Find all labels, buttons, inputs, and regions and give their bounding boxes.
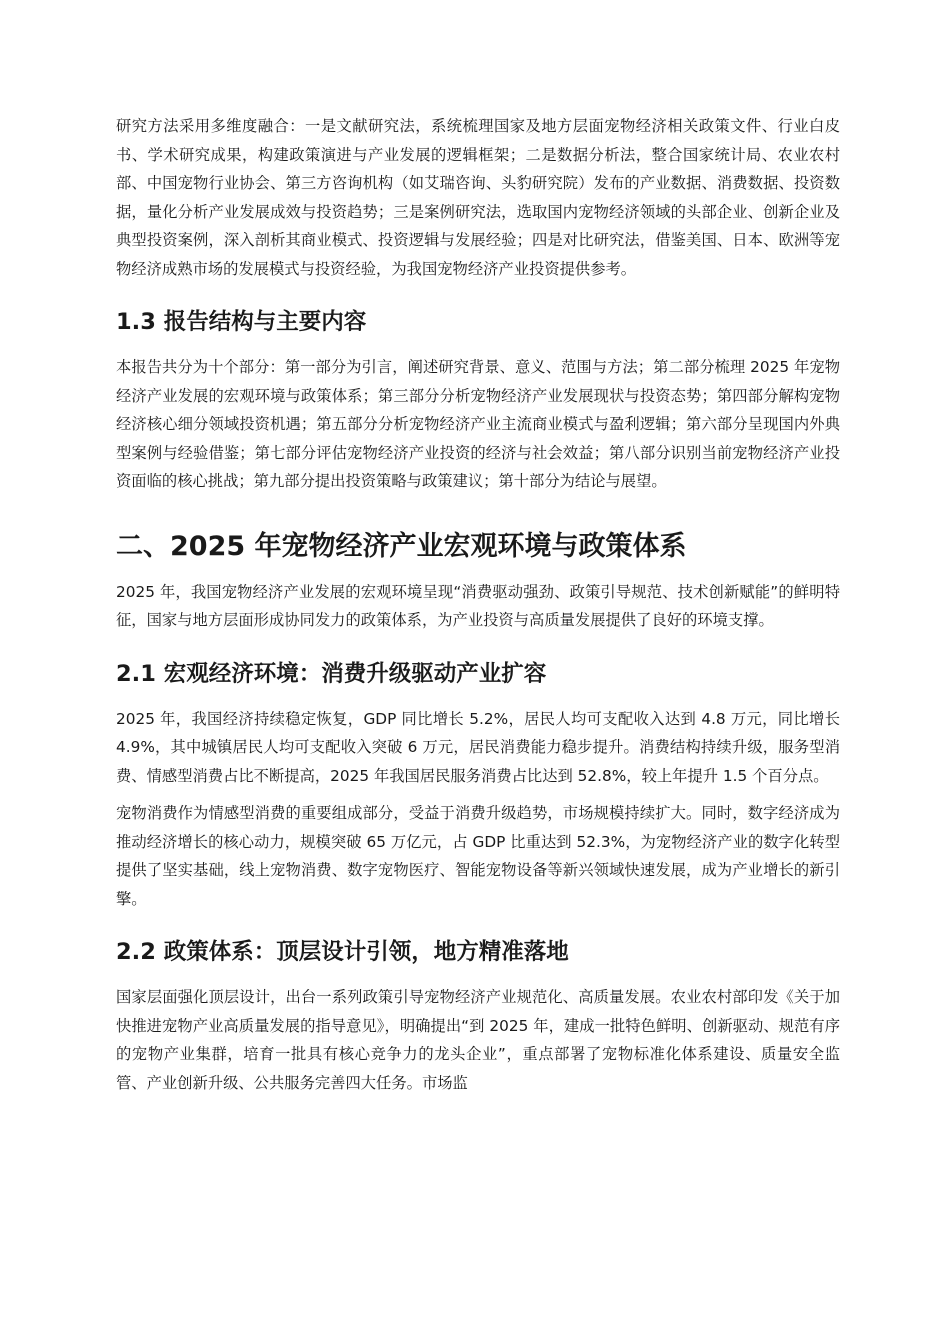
chapter-2-heading: 二、2025 年宠物经济产业宏观环境与政策体系 xyxy=(116,530,687,562)
report-structure-paragraph: 本报告共分为十个部分：第一部分为引言，阐述研究背景、意义、范围与方法；第二部分梳理 2025 年宠物经济产业发展的宏观环境与政策体系；第三部分分析宠物经济产业发展现状与投资态势；第四部分解构宠物经济核心细分领域投资机遇；第五部分分析宠物经济产业主流商业模式与盈利逻辑；第六部分呈现国内外典型案例与经验借鉴；第七部分评估宠物经济产业投资的经济与社会效益；第八部分识别当前宠物经济产业投资面临的核心挑战；第九部分提出投资策略与政策建议；第十部分为结论与展望。 xyxy=(116,358,840,490)
section-2-1-heading: 2.1 宏观经济环境：消费升级驱动产业扩容 xyxy=(116,660,547,687)
document-body xyxy=(116,112,840,1106)
section-2-2-heading: 2.2 政策体系：顶层设计引领，地方精准落地 xyxy=(116,939,569,965)
macro-economy-paragraph-2: 宠物消费作为情感型消费的重要组成部分，受益于消费升级趋势，市场规模持续扩大。同时，数字经济成为推动经济增长的核心动力，规模突破 65 万亿元，占 GDP 比重达到 52.3%，为宠物经济产业的数字化转型提供了坚实基础，线上宠物消费、数字宠物医疗、智能宠物设备等新兴领域快速发展，成为产业增长的新引擎。 xyxy=(116,804,840,908)
research-methods-paragraph: 研究方法采用多维度融合：一是文献研究法，系统梳理国家及地方层面宠物经济相关政策文件、行业白皮书、学术研究成果，构建政策演进与产业发展的逻辑框架；二是数据分析法，整合国家统计局、农业农村部、中国宠物行业协会、第三方咨询机构（如艾瑞咨询、头豹研究院）发布的产业数据、消费数据、投资数据，量化分析产业发展成效与投资趋势；三是案例研究法，选取国内宠物经济领域的头部企业、创新企业及典型投资案例，深入剖析其商业模式、投资逻辑与发展经验；四是对比研究法，借鉴美国、日本、欧洲等宠物经济成熟市场的发展模式与投资经验，为我国宠物经济产业投资提供参考。 xyxy=(116,117,840,278)
macro-economy-paragraph-1: 2025 年，我国经济持续稳定恢复，GDP 同比增长 5.2%，居民人均可支配收入达到 4.8 万元，同比增长 4.9%，其中城镇居民人均可支配收入突破 6 万元，居民消费能力稳步提升。消费结构持续升级，服务型消费、情感型消费占比不断提高，2025 年我国居民服务消费占比达到 52.8%，较上年提升 1.5 个百分点。 xyxy=(116,709,840,785)
section-1-3-heading: 1.3 报告结构与主要内容 xyxy=(116,309,367,335)
chapter-2-intro-paragraph: 2025 年，我国宠物经济产业发展的宏观环境呈现“消费驱动强劲、政策引导规范、技术创新赋能”的鲜明特征，国家与地方层面形成协同发力的政策体系，为产业投资与高质量发展提供了良好的环境支撑。 xyxy=(116,582,840,629)
policy-system-paragraph: 国家层面强化顶层设计，出台一系列政策引导宠物经济产业规范化、高质量发展。农业农村部印发《关于加快推进宠物产业高质量发展的指导意见》，明确提出“到 2025 年，建成一批特色鲜明、创新驱动、规范有序的宠物产业集群，培育一批具有核心竞争力的龙头企业”，重点部署了宠物标准化体系建设、质量安全监管、产业创新升级、公共服务完善四大任务。市场监 xyxy=(116,988,840,1092)
